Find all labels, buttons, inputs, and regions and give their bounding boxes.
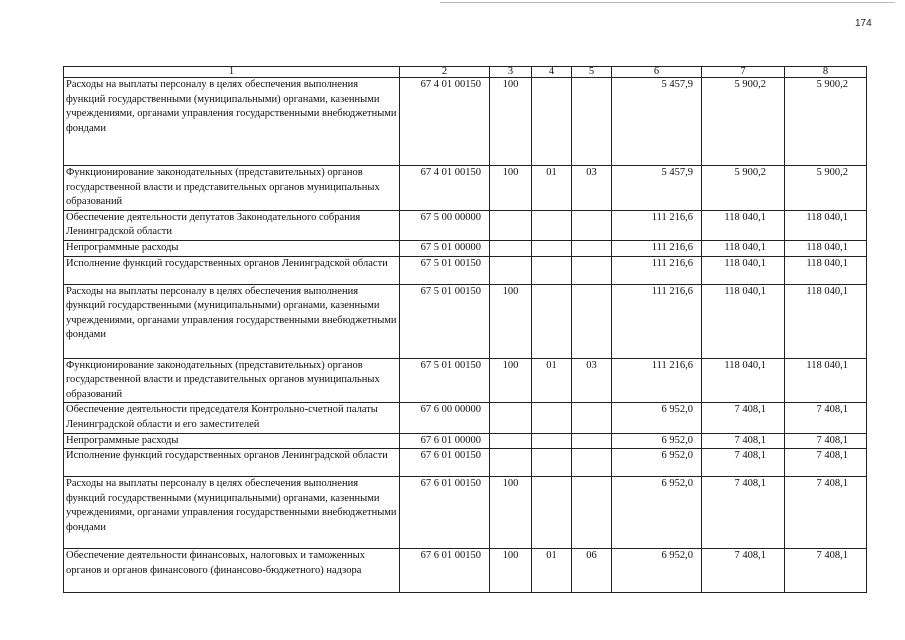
row-value-7: 118 040,1: [702, 358, 785, 403]
row-name: Расходы на выплаты персоналу в целях обеспечения выполнения функций государственными (муниципальными) органами, казенными учреждениями, органами управления государственными внебюджетными фондами: [64, 284, 400, 358]
row-value-6: 111 216,6: [612, 284, 702, 358]
row-col4: [532, 240, 572, 256]
row-code: 67 5 01 00150: [400, 284, 490, 358]
row-col5: [572, 240, 612, 256]
row-code: 67 6 00 00000: [400, 403, 490, 433]
row-value-6: 5 457,9: [612, 78, 702, 166]
row-value-7: 7 408,1: [702, 449, 785, 477]
row-code: 67 4 01 00150: [400, 78, 490, 166]
row-col3: [490, 433, 532, 449]
row-col4: [532, 210, 572, 240]
row-col3: 100: [490, 78, 532, 166]
row-name: Обеспечение деятельности финансовых, налоговых и таможенных органов и органов финансового (финансово-бюджетного) надзора: [64, 549, 400, 593]
row-name: Непрограммные расходы: [64, 240, 400, 256]
row-col5: [572, 403, 612, 433]
row-col3: [490, 449, 532, 477]
row-code: 67 5 00 00000: [400, 210, 490, 240]
row-col3: 100: [490, 549, 532, 593]
table-row: [64, 433, 867, 449]
row-value-7: 5 900,2: [702, 78, 785, 166]
row-value-7: 118 040,1: [702, 240, 785, 256]
row-value-6: 6 952,0: [612, 433, 702, 449]
row-col4: 01: [532, 166, 572, 211]
row-name: Функционирование законодательных (представительных) органов государственной власти и представительных органов муниципальных образований: [64, 166, 400, 211]
header-cell: 4: [532, 67, 572, 78]
row-value-8: 118 040,1: [785, 210, 867, 240]
header-cell: 7: [702, 67, 785, 78]
row-col4: [532, 78, 572, 166]
row-name: Исполнение функций государственных органов Ленинградской области: [64, 256, 400, 284]
row-value-7: 7 408,1: [702, 549, 785, 593]
row-value-6: 111 216,6: [612, 358, 702, 403]
row-col4: [532, 403, 572, 433]
table-row: [64, 256, 867, 284]
row-col5: 06: [572, 549, 612, 593]
row-name: Обеспечение деятельности председателя Контрольно-счетной палаты Ленинградской области и его заместителей: [64, 403, 400, 433]
row-name: Расходы на выплаты персоналу в целях обеспечения выполнения функций государственными (муниципальными) органами, казенными учреждениями, органами управления государственными внебюджетными фондами: [64, 78, 400, 166]
row-col3: 100: [490, 477, 532, 549]
table-row: [64, 240, 867, 256]
row-col5: [572, 78, 612, 166]
row-code: 67 5 01 00150: [400, 256, 490, 284]
table-row: [64, 549, 867, 593]
header-cell: 5: [572, 67, 612, 78]
row-code: 67 6 01 00150: [400, 549, 490, 593]
row-col4: [532, 284, 572, 358]
table-row: [64, 210, 867, 240]
row-col3: 100: [490, 166, 532, 211]
row-value-8: 7 408,1: [785, 549, 867, 593]
row-value-8: 7 408,1: [785, 433, 867, 449]
row-value-8: 5 900,2: [785, 78, 867, 166]
row-code: 67 5 01 00150: [400, 358, 490, 403]
row-name: Функционирование законодательных (представительных) органов государственной власти и представительных органов муниципальных образований: [64, 358, 400, 403]
row-col5: [572, 449, 612, 477]
table-row: [64, 358, 867, 403]
row-value-7: 7 408,1: [702, 477, 785, 549]
row-col5: [572, 433, 612, 449]
row-name: Исполнение функций государственных органов Ленинградской области: [64, 449, 400, 477]
row-value-6: 6 952,0: [612, 477, 702, 549]
header-cell: 8: [785, 67, 867, 78]
row-value-7: 118 040,1: [702, 256, 785, 284]
row-value-7: 7 408,1: [702, 403, 785, 433]
table-row: [64, 166, 867, 211]
header-cell: 1: [64, 67, 400, 78]
budget-table: [63, 66, 867, 593]
row-code: 67 6 01 00000: [400, 433, 490, 449]
row-value-6: 6 952,0: [612, 403, 702, 433]
top-rule: [440, 2, 895, 3]
table-row: [64, 284, 867, 358]
row-col4: [532, 256, 572, 284]
row-value-8: 7 408,1: [785, 449, 867, 477]
row-col3: [490, 403, 532, 433]
row-code: 67 6 01 00150: [400, 449, 490, 477]
row-value-7: 7 408,1: [702, 433, 785, 449]
row-col3: 100: [490, 358, 532, 403]
row-value-8: 118 040,1: [785, 284, 867, 358]
row-col5: [572, 477, 612, 549]
row-col4: [532, 433, 572, 449]
row-value-6: 111 216,6: [612, 210, 702, 240]
table-row: [64, 78, 867, 166]
row-value-6: 6 952,0: [612, 449, 702, 477]
header-cell: 3: [490, 67, 532, 78]
row-col3: 100: [490, 284, 532, 358]
row-col5: 03: [572, 166, 612, 211]
row-value-8: 5 900,2: [785, 166, 867, 211]
table-row: [64, 477, 867, 549]
row-value-7: 118 040,1: [702, 284, 785, 358]
header-cell: 2: [400, 67, 490, 78]
row-value-8: 118 040,1: [785, 256, 867, 284]
row-col3: [490, 210, 532, 240]
row-col5: 03: [572, 358, 612, 403]
row-value-6: 111 216,6: [612, 240, 702, 256]
row-col4: [532, 477, 572, 549]
table-row: [64, 403, 867, 433]
row-value-8: 118 040,1: [785, 358, 867, 403]
row-col3: [490, 240, 532, 256]
row-code: 67 5 01 00000: [400, 240, 490, 256]
row-name: Обеспечение деятельности депутатов Законодательного собрания Ленинградской области: [64, 210, 400, 240]
row-col4: 01: [532, 358, 572, 403]
row-col3: [490, 256, 532, 284]
header-cell: 6: [612, 67, 702, 78]
row-value-8: 7 408,1: [785, 403, 867, 433]
table-header-row: [64, 67, 867, 78]
row-value-6: 6 952,0: [612, 549, 702, 593]
row-value-7: 118 040,1: [702, 210, 785, 240]
row-col4: 01: [532, 549, 572, 593]
row-name: Непрограммные расходы: [64, 433, 400, 449]
row-code: 67 6 01 00150: [400, 477, 490, 549]
row-name: Расходы на выплаты персоналу в целях обеспечения выполнения функций государственными (муниципальными) органами, казенными учреждениями, органами управления государственными внебюджетными фондами: [64, 477, 400, 549]
row-value-8: 118 040,1: [785, 240, 867, 256]
row-col5: [572, 284, 612, 358]
row-value-8: 7 408,1: [785, 477, 867, 549]
row-value-7: 5 900,2: [702, 166, 785, 211]
row-col5: [572, 210, 612, 240]
page-number: 174: [855, 18, 872, 29]
row-col5: [572, 256, 612, 284]
row-code: 67 4 01 00150: [400, 166, 490, 211]
table-row: [64, 449, 867, 477]
row-col4: [532, 449, 572, 477]
row-value-6: 5 457,9: [612, 166, 702, 211]
row-value-6: 111 216,6: [612, 256, 702, 284]
